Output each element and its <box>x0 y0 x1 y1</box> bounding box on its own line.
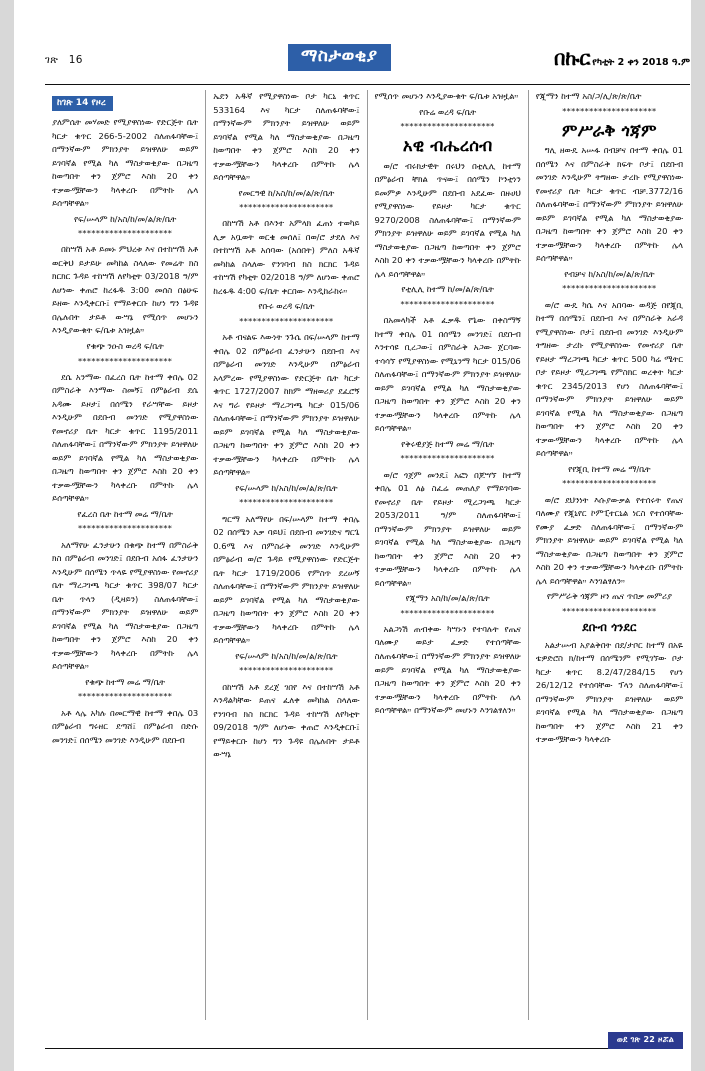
notice-separator: ********************* <box>400 607 495 618</box>
article-columns <box>45 90 690 1020</box>
notice-paragraph: ግርማ አለማየሁ በፍ/ሡላም ከተማ ቀበሌ 02 በሰሜን አቃ ባይህ፤ በደቡብ መንገድና ግርጌ 0.6ሜ እና በምስራቅ መንገድ እንዲሁም በምፅራብ ወ/ሮ ጉዳይ የሚያዋስነው የድርጅት ቤት ካርታ 1719/2006 የምስጥ ደረሠኝ ስለጠፋባቸው፤ በማንኛውም ምክንያት ይዝዋለሁ ወይም ይገባኛል የሚል ካለ ማስታወቂያው በጋዜጣ ከወጣበት ቀን ጀምሮ እስከ 20 ቀን ተቃውሟቸውን ካላቀረቡ በምትኩ ሌላ ይሰጣቸዋል። <box>213 513 360 646</box>
brand-name: በኩር <box>554 46 591 70</box>
notice-separator: ********************* <box>562 605 657 616</box>
section-heading: ምሥራቅ ጎጃም <box>561 120 657 140</box>
notice-paragraph: የሚሰጥ መሆኑን እንዲያውቁት ፍ/ቤቱ አዝዟል። <box>374 91 519 101</box>
notice-signer: የፍ/ሡላም ከ/አስ/ከ/መ/ል/ጽ/ቤት <box>73 213 177 224</box>
notice-signer: የፍ/ሡላም ከ/አስ/ከ/መ/ል/ጽ/ቤት <box>235 482 338 493</box>
notice-signer: የቁጭ ንዑስ ወረዳ ፍ/ቤት <box>86 340 164 351</box>
notice-signer: የምሥራቅ ጎጃም ዞን ጤና ጥበቃ መምሪያ <box>546 591 672 602</box>
notice-paragraph: ኤደን አዱኛ የሚያዋስነው ቦታ ካርኒ ቁጥር 533164 እና ካርታ ስለጠፋባቸው፤ በማንኛውም ምክንያት ይዝዋለሁ ወይም ይገባኛል የሚል ካለ ማስታወቂያው በጋዜጣ ከወጣበት ቀን ጀምሮ እስከ 20 ቀን ተቃውሟቸውን ካላቀረቡ በምትኩ ሌላ ይሰጣቸዋል። <box>213 91 360 183</box>
notice-separator: ********************* <box>77 691 173 702</box>
notice-paragraph: ወ/ሮ ብሩክታዊት በሩህን በቲሊሊ ከተማ በምፅራብ ቸክል ጥናው፤ በሰሜን ኮንቲነን ይመምዎ እንዲሁም በደቡብ አደፈው በዙሀህ የሚያዋስነው የይዞታ ካርታ ቁጥር 9270/2008 ስለጠፋባቸው፤ በማንኛውም ምክንያት ይዝዋለሁ ወይም ይገባኛል የሚል ካለ ማስታወቂያው በጋዜጣ ከወጣበት ቀን ጀምሮ እስከ 20 ቀን ተቃውሟቸውን ካላቀረቡ በምትኩ ሌላ ይሰጣቸዋል። <box>374 160 521 279</box>
column-4 <box>529 90 690 1020</box>
notice-paragraph: ግሊ ዘውዴ አሡፋ በብቻና በተማ ቀበሌ 01 በሰሜን እና በምስራቅ ክፍት ቦታ፤ በደቡብ መንገድ እንዲሁም ትግዘው ታረኩ የሚያዋስነው የመኖሪያ ቤት ካርታ ቁጥር ብቻ.3772/16 ስለጠፋባቸው፤ በማንኛውም ምክንያት ይዝዋለሁ ወይም ይገባኛል የሚል ካለ ማስታወቂያው በጋዜጣ ከወጣበት ቀን ጀምሮ እስከ 20 ቀን ተቃውሟቸውን ካላቀረቡ በምትኩ ሌላ ይሰጣቸዋል። <box>535 145 683 264</box>
column-1 <box>45 90 206 1020</box>
section-banner-title: ማስታወቂያ <box>288 44 391 71</box>
notice-signer: የብቻና ከ/አስ/ከ/መ/ል/ጽ/ቤት <box>564 268 655 279</box>
notice-paragraph: የጂማን ከተማ አስ/ጋ/ሊ/ጽ/ጽ/ቤት <box>535 91 642 101</box>
notice-separator: ********************* <box>239 665 334 676</box>
notice-paragraph: ወ/ሮ ደህንነት እሱያውቃል የተሰሩት የጤና ባለሙያ የጂኒየር ኮምፒተርኒል ነርስ የተሰባቸው የሙያ ፈቃድ ስለጠፋባቸው፤ በማንኛውም ምክንያት ይዝዋለሁ ወይም ይገባኛል የሚል ካለ ማስታወቂያው በጋዜጣ ከወጣበት ቀን ጀምሮ እስከ 20 ቀን ተቃውሟቸውን ካላቀረቡ በምትኩ ሌላ ይሰጣቸዋል። እንገልፃለን። <box>535 494 683 586</box>
notice-signer: የጂማን አስ/ከ/መ/ል/ጽ/ቤት <box>405 593 490 604</box>
notice-separator: ********************* <box>400 121 495 132</box>
notice-separator: ********************* <box>77 523 173 534</box>
notice-paragraph: አቶ ብናልፍ እውነት ንጉሴ በፍ/ሡላም ከተማ ቀበሌ 02 በምፅራብ ፈንታሁን በደቡብ እና በምፅራብ መንገድ እንዲሁም በምፅራብ አላምረው የሚያዋስነው የድርጅት ቤት ካርታ ቁጥር 1727/2007 ከክም ማዘወሪያ ደፈሮኝ እና ግራ የይዞታ ማረጋገጫ ካርታ 015/06 ስለጠፋባቸው፤ በማንኛውም ምክንያት ይዝዋለሁ ወይም ይገባኛል የሚል ካለ ማስታወቂያው በጋዜጣ ከወጣበት ቀን ጀምሮ እስከ 20 ቀን ተቃውሟቸውን ካላቀረቡ በምትኩ ሌላ ይሰጣቸዋል። <box>213 332 360 478</box>
notice-paragraph: ደሴ አንማው በፈረስ ቤት ከተማ ቀበሌ 02 በምስራቅ እንማው ስመኝ፤ በምፅራብ ደሴ አዳሙ ይዞታ፤ በሰሜን የራሣቸው ይዞታ እንዲሁም በደቡብ መንገድ የሚያዋስነው የመኖሪያ ቤት ካርታ ቁጥር 1195/2011 ስለጠፋባቸው፤ በማንኛውም ምክንያት ይዝዋለሁ ወይም ይገባኛል የሚል ካለ ማስታወቂያው በጋዜጣ ከወጣበት ቀን ጀምሮ እስከ 20 ቀን ተቃውሟቸውን ካላቀረቡ በምትኩ ሌላ ይሰጣቸዋል። <box>52 371 199 504</box>
notice-paragraph: በከሣሽ አቶ ደረጀ ገበየ እና በተከሣሽ አቶ እንዳልካቸው ይጠና ፈለቀ መካከል ስላለው የንገባብ ክስ ክርክር ጉዳይ ተከሣሽ ለየካቲት 09/2018 ዓ/ም ለሆነው ቀጠሮ እንዲቀርቡ፤ የማይቀርቡ ከሆነ ግን ጉዳዩ በሌሉበት ታይቶ ውሣኔ <box>213 681 360 760</box>
column-2 <box>206 90 367 1020</box>
folio-label: ገጽ <box>45 54 59 66</box>
notice-signer: የመርዓዊ ከ/አስ/ከ/መ/ል/ጽ/ቤት <box>238 187 335 198</box>
notice-separator: ********************* <box>562 478 657 489</box>
column-1-inner <box>52 90 198 1020</box>
notice-separator: ********************* <box>77 228 173 239</box>
notice-signer: የፍ/ሡላም ከ/አስ/ከ/መ/ል/ጽ/ቤት <box>235 650 338 661</box>
notice-separator: ********************* <box>562 283 657 294</box>
notice-paragraph: ወ/ሮ ውዴ ካሴ እና አበባው ወዳጅ በየጂቢ ከተማ በሰሜን፤ በደቡብ እና በምስራቅ አራዳ የሚያዋስነው ቦታ፤ በደቡብ መንገድ እንዲሁም ትግዘው ታረኩ የሚያዋስነው የመኖሪያ ቤት የይዞታ ማረጋገጫ ካርታ ቁጥር 500 ካሬ ሜትር ቦታ የይዞታ ሚረጋገጫ የምስክር ወረቀት ካርታ ቁጥር 2345/2013 የሆነ ስለጠፋባቸው፤ በማንኛውም ምክንያት ይዝዋለሁ ወይም ይገባኛል የሚል ካለ ማስታወቂያው በጋዜጣ ከወጣበት ቀን ጀምሮ እስከ 20 ቀን ተቃውሟቸውን ካላቀረቡ በምትኩ ሌላ ይሰጣቸዋል። <box>535 299 683 459</box>
notice-separator: ********************* <box>239 202 334 213</box>
column-3-inner <box>375 90 521 1020</box>
notice-signer: የቲሊሊ ከተማ ከ/መ/ል/ጽ/ቤት <box>401 284 494 295</box>
notice-separator: ********************* <box>77 355 173 366</box>
masthead-rule <box>45 84 690 85</box>
notice-paragraph: በከሣሽ አቶ ይመኑ ምህረቱ እና በተከሣሽ አቶ ወርቅህ ይታይሁ መካከል ስላለው የመሬት ክስ ክርክር ጉዳይ ተከሣሽ ለየካቲት 03/2018 ዓ/ም ለሆነው ቀጠሮ ከረፋዱ 3:00 መሰስ በፅሁፍ ይዘው እንዲቀርቡ፤ የማይቀርቡ ከሆነ ግን ጉዳዩ በሌሉበት ታይቶ ውሣኔ የሚሰጥ መሆኑን እንዲያውቁት ፍ/ቤቱ አዝዟል። <box>52 244 199 336</box>
column-2-inner <box>213 90 359 1020</box>
notice-separator: ********************* <box>400 453 495 464</box>
notice-paragraph: ወ/ሮ ጎጀም መንዴ፤ አፎነ በጆሣኘ ከተማ ቀበሌ 01 ለፅ ስፈሬ መጠለያ የማይገባው የመኖሪያ ቤት የይዞታ ሚረጋገጫ ካርታ 2053/2011 ዓ/ም ስለጠፋባቸው፤ በማንኛውም ምክንያት ይዝዋለሁ ወይም ይገባኛል የሚል ካለ ማስታወቂያው በጋዜጣ ከወጣበት ቀን ጀምሮ እስከ 20 ቀን ተቃውሟቸውን ካላቀረቡ በምትኩ ሌላ ይሰጣቸዋል። <box>374 469 521 588</box>
folio-number: 16 <box>68 54 83 66</box>
notice-separator: ********************* <box>239 315 334 326</box>
section-heading: ደቡብ ጎንደር <box>582 619 637 634</box>
newspaper-page <box>14 0 691 1071</box>
notice-paragraph: አቶ ላሌ አካሉ በመርማዊ ከተማ ቀበሌ 03 በምፅራብ ግሩዘር ደጣሸ፤ በምፅራብ በድሱ መንገድ፤ በሰሜን መንገድ እንዲሁም በደቡብ <box>52 707 199 745</box>
notice-separator: ********************* <box>239 497 334 508</box>
newspaper-brand <box>554 46 690 70</box>
page-folio <box>45 54 83 67</box>
continued-from-label: ከገጽ 14 የዞረ <box>52 96 113 112</box>
notice-signer: የቅሩዊያጅ ከተማ መሬ ማ/ቤት <box>401 438 495 449</box>
brand-date: የካቲት 2 ቀን 2018 ዓ.ም <box>592 57 690 68</box>
notice-signer: የቁጭ ከተማ መሬ ማ/ቤት <box>85 676 166 687</box>
notice-paragraph: ያለምሴት መሃመድ የሚያዋስነው የድርጅት ቤት ካርታ ቁጥር 266-5-2002 ስለጠፋባቸው፤ በማንኛውም ምክንያት ይዝዋለሁ ወይም ይገባኛል የሚል ካለ ማስታወቂያው በጋዜጣ ከወጣበት ቀን ጀምሮ እስከ 20 ቀን ተቃውሟቸውን ካላቀረቡ በምትኩ ሌላ ይሰጣቸዋል። <box>52 117 199 209</box>
notice-signer: የቡሬ ወረዳ ፍ/ቤት <box>419 106 477 117</box>
notice-paragraph: አልጋነሽ ጠብቀው ካሣኑን የተባሉት የጤና ባለሙያ ወይታ ፈቃድ የተሰጣቸው ስለጠፋባቸው፤ በማንኛውም ምክንያት ይዝዋለሁ ወይም ይገባኛል የሚል ካለ ማስታወቂያው በጋዜጣ ከወጣበት ቀን ጀምሮ እስከ 20 ቀን ተቃውሟቸውን ካላቀረቡ በምትኩ ሌላ ይሰጣቸዋል። በማንኛውም መሆኑን እንገልፃለን። <box>374 623 521 716</box>
masthead <box>45 40 690 86</box>
section-heading: አዊ ብሔረሰብ <box>402 136 493 156</box>
notice-paragraph: አልታሡብ አያልቅበት በደ/ታቦር ከተማ በአዬ ቴዎድሮስ ክ/ከተማ በሰሜንም የሚገኘው ቦታ ካርታ ቁጥር 8.2/47/284/15 የሆነ 26/12/12 የተሰባቸው ፕላን ስለጠፋባቸው፤ በማንኛውም ምክንያት ይዝዋለሁ ወይም ይገባኛል የሚል ካለ ማስታወቂያው በጋዜጣ ከወጣበት ቀን ጀምሮ እስከ 21 ቀን ተቃውሟቸውን ካላቀረቡ <box>535 639 683 745</box>
notice-signer: የቡሩ ወረዳ ፍ/ቤት <box>258 301 315 312</box>
footer-rule <box>45 1048 660 1049</box>
notice-separator: ********************* <box>562 105 657 116</box>
continuation-badge[interactable]: ወደ ገጽ 22 ዞሯል <box>608 1032 683 1049</box>
notice-paragraph: በአመላካች አቶ ፈቃዱ የጌው በቀስማኝ ከተማ ቀበሌ 01 በሰሜን መንገድ፤ በደቡብ እንተሳዩ ቢረጋው፤ በምስራቅ አጋው ጀርባው ተሳሳኘ የሚያዋስነው የሚኒንማ ካርታ 015/06 ስለጠፋባቸው፤ በማንኛውም ምክንያት ይዝዋለሁ ወይም ይገባኛል የሚል ካለ ማስታወቂያው በጋዜጣ ከወጣበት ቀን ጀምሮ እስከ 20 ቀን ተቃውሟቸውን ካላቀረቡ በምትኩ ሌላ ይሰጣቸዋል። <box>374 315 521 434</box>
notice-signer: የየጂቢ ከተማ መሬ ማ/ቤት <box>568 463 651 474</box>
notice-paragraph: አለማየሁ ፈንታሁን በቁጭ ከተማ በምስራቅ ክስ በምፅራብ መንገድ፤ በደቡብ አሰፋ ፈንታሁን እንዲሁም በሰሜን ጥላዬ የሚያዋስነው የመኖሪያ ቤት ማረጋገጫ ካርታ ቁጥር 398/07 ካርታ ቤት ጥላን (ዲዛይን) ስለጠፋባቸው፤ በማንኛውም ምክንያት ይዝዋለሁ ወይም ይገባኛል የሚል ካለ ማስታወቂያው በጋዜጣ ከወጣበት ቀን ጀምሮ እስከ 20 ቀን ተቃውሟቸውን ካላቀረቡ በምትኩ ሌላ ይሰጣቸዋል። <box>52 539 199 672</box>
notice-signer: የፈረስ ቤት ከተማ መሬ ማ/ቤት <box>77 508 173 519</box>
column-3 <box>368 90 529 1020</box>
notice-separator: ********************* <box>400 298 495 309</box>
column-4-inner <box>536 90 683 1020</box>
notice-paragraph: በከሣሽ አቶ በእንተ አምላክ ፈጠነ ተወካይ ሊቃ አቧወት ወርቄ መሰለ፤ በወ/ሮ ታደለ እና በተከሣሽ አቶ አሰባው (አሰበት) ምለስ አዱኛ መካከል ስላለው የንገባብ ክስ ክርክር ጉዳይ ተከሣሽ የካቲት 02/2018 ዓ/ም ለሆነው ቀጠሮ ከረፋዱ 4:00 ፍ/ቤት ቀርበው እንዲከራከሩ። <box>213 218 360 296</box>
